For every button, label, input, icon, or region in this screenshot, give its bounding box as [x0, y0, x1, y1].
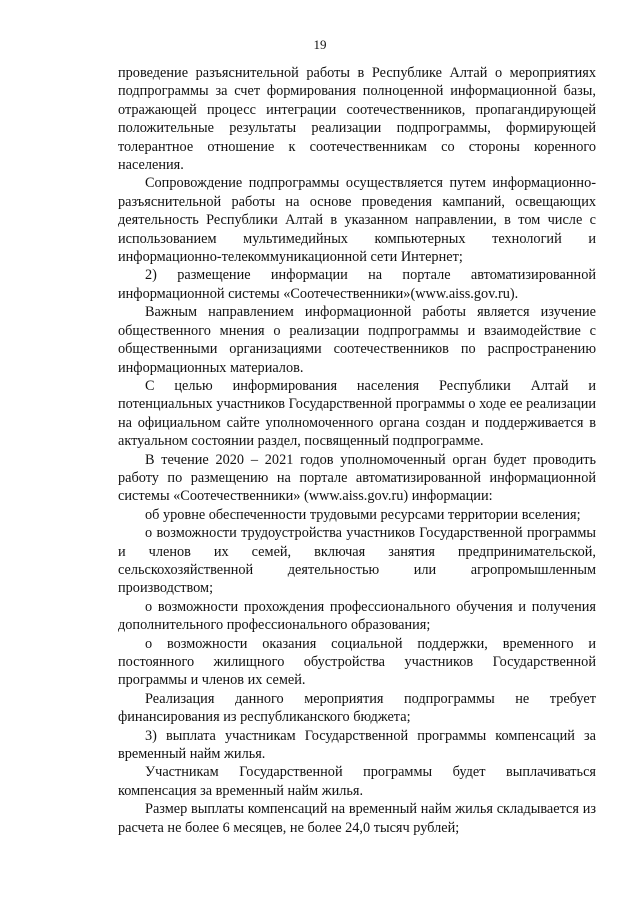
- paragraph-12: 3) выплата участникам Государственной программы компенсаций за временный найм жилья.: [118, 727, 596, 763]
- paragraph-8: о возможности трудоустройства участников Государственной программы и членов их семей, включая занятия предпринимательской, сельскохозяйственной деятельностью или агропромышленным производством;: [118, 525, 596, 597]
- paragraph-14: Размер выплаты компенсаций на временный найм жилья складывается из расчета не более 6 месяцев, не более 24,0 тысяч рублей;: [118, 801, 596, 836]
- paragraph-4: Важным направлением информационной работы является изучение общественного мнения о реализации подпрограммы и взаимодействие с общественными организациями соотечественников по распространению информационных материалов.: [118, 304, 596, 376]
- paragraph-7: об уровне обеспеченности трудовыми ресурсами территории вселения;: [145, 506, 581, 523]
- paragraph-10: о возможности оказания социальной поддержки, временного и постоянного жилищного обустройства участников Государственной программы и членов их семей.: [118, 635, 596, 689]
- page-number: 19: [313, 37, 327, 52]
- paragraph-1: проведение разъяснительной работы в Республике Алтай о мероприятиях подпрограммы за счет формирования полноценной информационной базы, отражающей процесс интеграции соотечественников, пропагандирующей положительные результаты реализации подпрограммы, формирующей толерантное отношение к соотечественникам со стороны коренного населения.: [118, 65, 596, 174]
- paragraph-13: Участникам Государственной программы будет выплачиваться компенсация за временный найм жилья.: [118, 764, 596, 799]
- paragraph-9: о возможности прохождения профессионального обучения и получения дополнительного профессионального образования;: [118, 598, 596, 634]
- paragraph-2: Сопровождение подпрограммы осуществляется путем информационно-разъяснительной работы на основе проведения кампаний, освещающих деятельность Республики Алтай в указанном направлении, в том числе с использованием мультимедийных компьютерных технологий и информационно-телекоммуникационной сети Интернет;: [118, 175, 596, 266]
- paragraph-5: С целью информирования населения Республики Алтай и потенциальных участников Государственной программы о ходе ее реализации на официальном сайте уполномоченного органа создан и поддерживается в актуальном состоянии раздел, посвященный подпрограмме.: [118, 377, 596, 450]
- document-body: [118, 64, 596, 837]
- paragraph-11: Реализация данного мероприятия подпрограммы не требует финансирования из республиканского бюджета;: [118, 690, 596, 726]
- paragraph-6: В течение 2020 – 2021 годов уполномоченный орган будет проводить работу по размещению на портале автоматизированной информационной системы «Соотечественники» (www.aiss.gov.ru) информации:: [118, 451, 596, 505]
- paragraph-3: 2) размещение информации на портале автоматизированной информационной системы «Соотечественники»(www.aiss.gov.ru).: [118, 267, 596, 302]
